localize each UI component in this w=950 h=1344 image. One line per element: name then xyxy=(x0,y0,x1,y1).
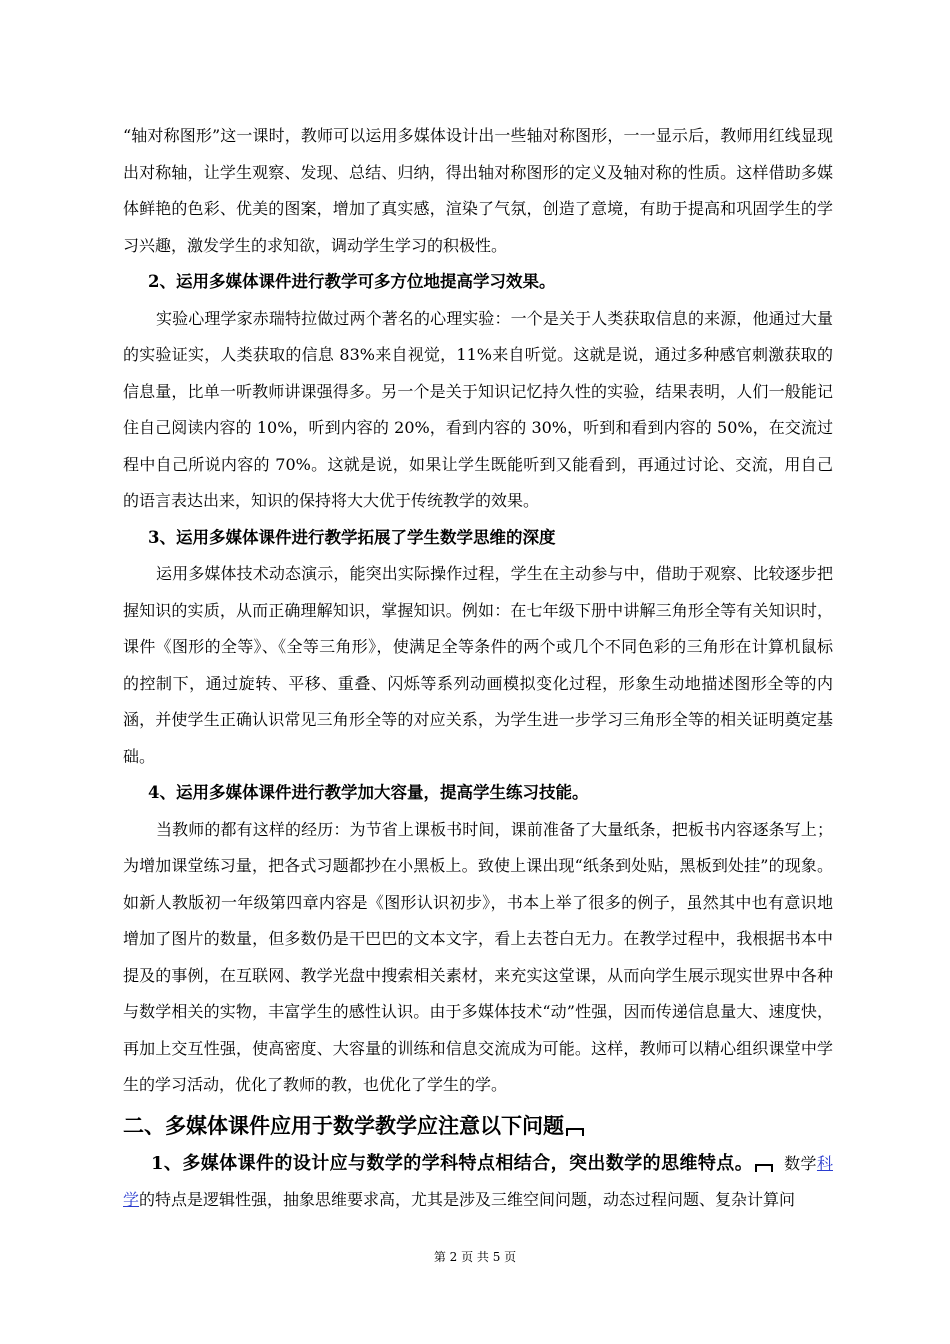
paragraph-capacity: 当教师的都有这样的经历：为节省上课板书时间，课前准备了大量纸条，把板书内容逐条写上；为增加课堂练习量，把各式习题都抄在小黑板上。致使上课出现“纸条到处贴，黑板到处挂”的现象。如新人教版初一年级第四章内容是《图形认识初步》，书本上举了很多的例子，虽然其中也有意识地增加了图片的数量，但多数仍是干巴巴的文本文字，看上去苍白无力。在教学过程中，我根据书本中提及的事例，在互联网、教学光盘中搜索相关素材，来充实这堂课，从而向学生展示现实世界中各种与数学相关的实物，丰富学生的感性认识。由于多媒体技术“动”性强，因而传递信息量大、速度快，再加上交互性强，使高密度、大容量的训练和信息交流成为可能。这样，教师可以精心组织课堂中学生的学习活动，优化了教师的教，也优化了学生的学。 xyxy=(123,819,833,1094)
science-link[interactable]: 科学 xyxy=(123,1153,833,1209)
heading-point-4: 4、运用多媒体课件进行教学加大容量，提高学生练习技能。 xyxy=(148,783,589,802)
page-footer: 第 2 页 共 5 页 xyxy=(433,1250,517,1264)
section-heading-2-text: 二、多媒体课件应用于数学教学应注意以下问题 xyxy=(123,1112,564,1138)
paragraph-section2-point1 xyxy=(123,1146,833,1219)
paragraph-axis-symmetry: “轴对称图形”这一课时，教师可以运用多媒体设计出一些轴对称图形，一一显示后，教师用红线显现出对称轴，让学生观察、发现、总结、归纳，得出轴对称图形的定义及轴对称的性质。这样借助多媒体鲜艳的色彩、优美的图案，增加了真实感，渲染了气氛，创造了意境，有助于提高和巩固学生的学习兴趣，激发学生的求知欲，调动学生学习的积极性。 xyxy=(123,126,833,255)
section2-point1-heading: 1、多媒体课件的设计应与数学的学科特点相结合，突出数学的思维特点。 xyxy=(151,1152,754,1174)
paragraph-psych-experiment: 实验心理学家赤瑞特拉做过两个著名的心理实验：一个是关于人类获取信息的来源，他通过大量的实验证实，人类获取的信息 83%来自视觉，11%来自听觉。这就是说，通过多种感官刺激获取的信息量，比单一听教师讲课强得多。另一个是关于知识记忆持久性的实验，结果表明，人们一般能记住自己阅读内容的 10%，听到内容的 20%，看到内容的 30%，听到和看到内容的 50%，在交流过程中自己所说内容的 70%。这就是说，如果让学生既能听到又能看到，再通过讨论、交流，用自己的语言表达出来，知识的保持将大大优于传统教学的效果。 xyxy=(123,308,833,510)
bracket-mark-icon xyxy=(566,1128,584,1136)
heading-point-2: 2、运用多媒体课件进行教学可多方位地提高学习效果。 xyxy=(148,272,556,291)
section-heading-2 xyxy=(123,1106,833,1146)
bracket-mark-icon xyxy=(755,1164,773,1172)
section2-point1-text-a: 数学 xyxy=(784,1153,817,1173)
heading-point-3: 3、运用多媒体课件进行教学拓展了学生数学思维的深度 xyxy=(148,527,556,547)
section2-point1-text-b: 的特点是逻辑性强，抽象思维要求高，尤其是涉及三维空间问题，动态过程问题、复杂计算问 xyxy=(139,1190,796,1209)
document-page xyxy=(123,118,833,1219)
paragraph-dynamic-demo: 运用多媒体技术动态演示，能突出实际操作过程，学生在主动参与中，借助于观察、比较逐步把握知识的实质，从而正确理解知识，掌握知识。例如：在七年级下册中讲解三角形全等有关知识时，课件《图形的全等》、《全等三角形》，使满足全等条件的两个或几个不同色彩的三角形在计算机鼠标的控制下，通过旋转、平移、重叠、闪烁等系列动画模拟变化过程，形象生动地描述图形全等的内涵，并使学生正确认识常见三角形全等的对应关系，为学生进一步学习三角形全等的相关证明奠定基础。 xyxy=(123,564,833,766)
